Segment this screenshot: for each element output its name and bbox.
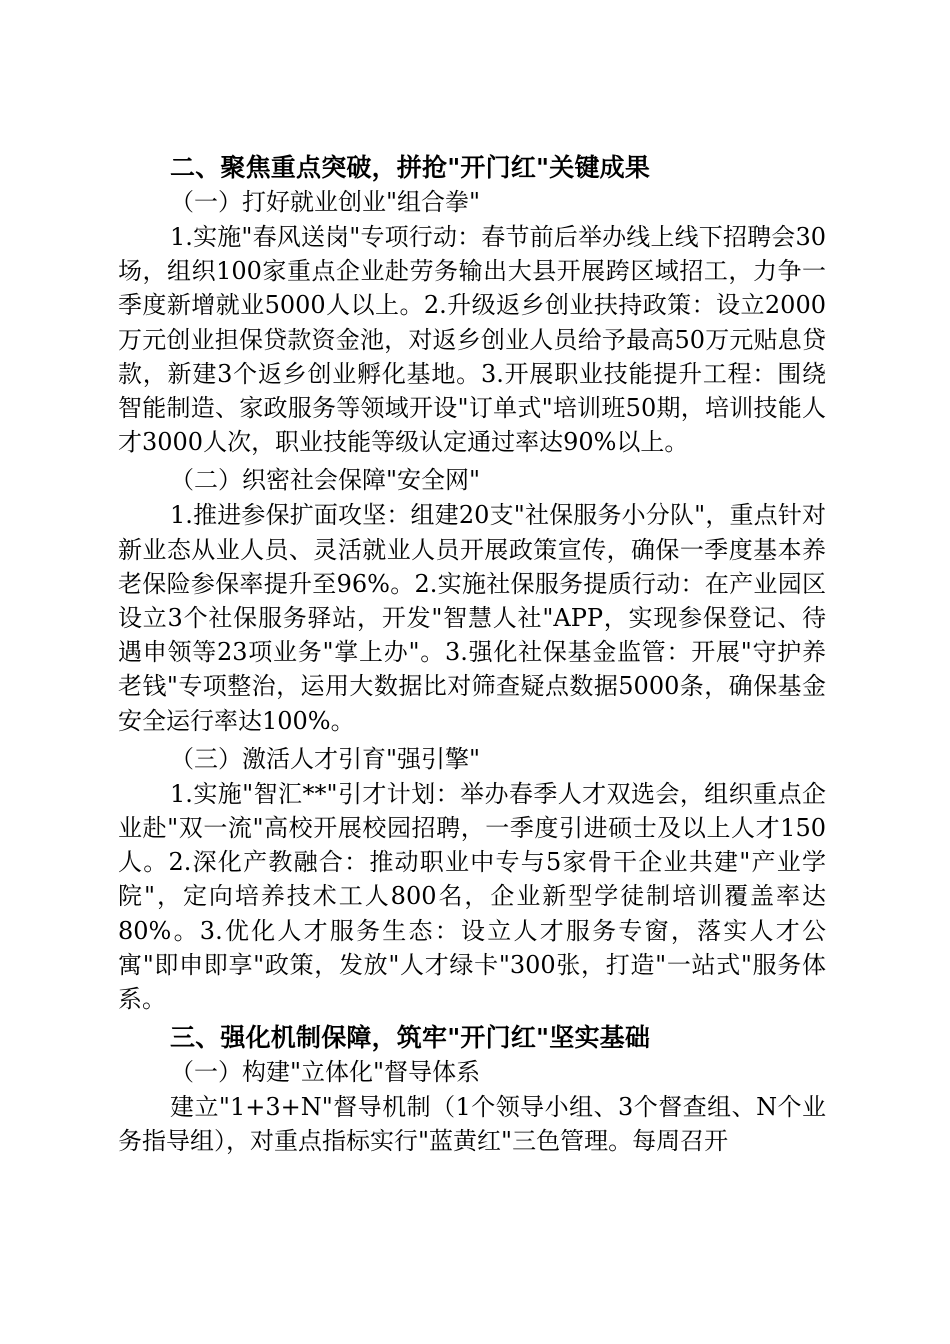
section-heading-3: 三、强化机制保障，筑牢"开门红"坚实基础 <box>170 1023 651 1053</box>
subsection-heading-employment: （一）打好就业创业"组合拳" <box>170 188 481 216</box>
paragraph-employment: 1.实施"春风送岗"专项行动：春节前后举办线上线下招聘会30场，组织100家重点企业赴劳务输出大县开展跨区域招工，力争一季度新增就业5000人以上。2.升级返乡创业扶持政策：设立2000万元创业担保贷款资金池，对返乡创业人员给予最高50万元贴息贷款，新建3个返乡创业孵化基地。3.开展职业技能提升工程：围绕智能制造、家政服务等领域开设"订单式"培训班50期，培训技能人才3000人次，职业技能等级认定通过率达90%以上。 <box>118 223 826 457</box>
section-heading-2: 二、聚焦重点突破，拼抢"开门红"关键成果 <box>170 153 651 182</box>
document-page <box>118 150 826 1159</box>
paragraph-supervision: 建立"1+3+N"督导机制（1个领导小组、3个督查组、N个业务指导组），对重点指标实行"蓝黄红"三色管理。每周召开 <box>118 1093 826 1156</box>
paragraph-talent: 1.实施"智汇**"引才计划：举办春季人才双选会，组织重点企业赴"双一流"高校开展校园招聘，一季度引进硕士及以上人才150人。2.深化产教融合：推动职业中专与5家骨干企业共建"产业学院"，定向培养技术工人800名，企业新型学徒制培训覆盖率达80%。3.优化人才服务生态：设立人才服务专窗，落实人才公寓"即申即享"政策，发放"人才绿卡"300张，打造"一站式"服务体系。 <box>118 779 826 1014</box>
subsection-heading-supervision: （一）构建"立体化"督导体系 <box>170 1058 481 1087</box>
subsection-heading-talent: （三）激活人才引育"强引擎" <box>170 744 481 773</box>
subsection-heading-social-security: （二）织密社会保障"安全网" <box>170 466 481 495</box>
paragraph-social-security: 1.推进参保扩面攻坚：组建20支"社保服务小分队"，重点针对新业态从业人员、灵活就业人员开展政策宣传，确保一季度基本养老保险参保率提升至96%。2.实施社保服务提质行动：在产业园区设立3个社保服务驿站，开发"智慧人社"APP，实现参保登记、待遇申领等23项业务"掌上办"。3.强化社保基金监管：开展"守护养老钱"专项整治，运用大数据比对筛查疑点数据5000条，确保基金安全运行率达100%。 <box>118 501 826 735</box>
